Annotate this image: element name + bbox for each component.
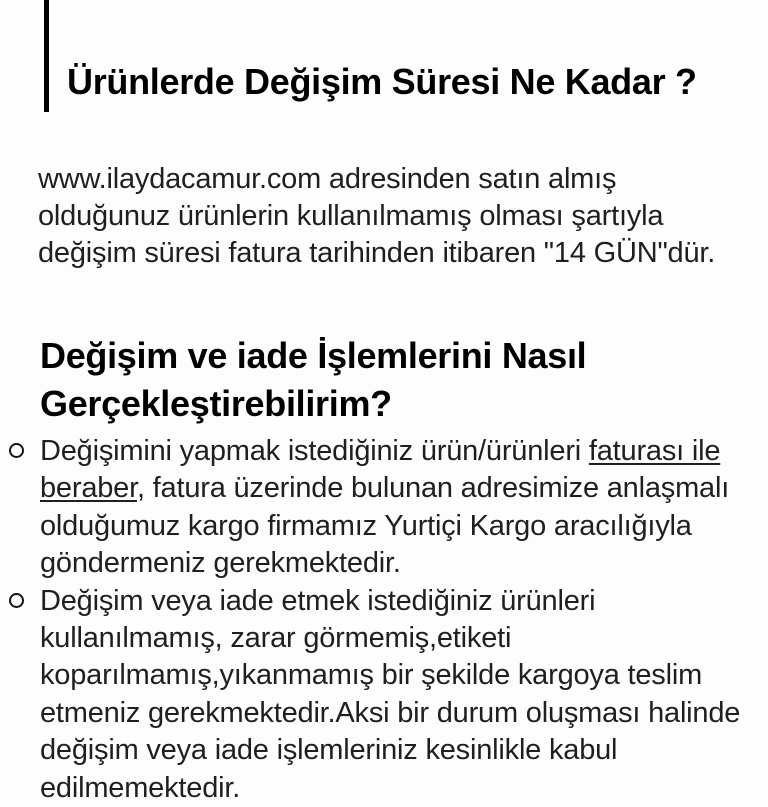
section-heading-line: Gerçekleştirebilirim? bbox=[40, 383, 392, 424]
bullet-circle-icon bbox=[9, 593, 24, 608]
text-segment: değişim veya iade işlemleriniz kesinlikle kabul bbox=[40, 734, 618, 767]
list-line bbox=[40, 470, 768, 507]
exchange-steps-list bbox=[0, 433, 768, 807]
list-line bbox=[40, 545, 768, 582]
list-line bbox=[40, 433, 768, 470]
intro-line: değişim süresi fatura tarihinden itibaren "14 GÜN"dür. bbox=[38, 237, 716, 269]
text-segment: kullanılmamış, zarar görmemiş,etiketi bbox=[40, 622, 512, 655]
section-heading bbox=[40, 332, 768, 428]
list-line bbox=[40, 770, 768, 807]
underlined-text: faturası ile bbox=[588, 435, 721, 467]
list-item bbox=[0, 433, 768, 583]
list-line bbox=[40, 583, 768, 620]
text-segment: göndermeniz gerekmektedir. bbox=[40, 547, 401, 580]
text-segment: Değişimini yapmak istediğiniz ürün/ürünleri bbox=[40, 435, 589, 467]
intro-paragraph bbox=[38, 161, 768, 272]
accent-bar bbox=[44, 0, 49, 112]
text-segment: olduğumuz kargo firmamız Yurtiçi Kargo aracılığıyla bbox=[40, 509, 692, 542]
text-segment: koparılmamış,yıkanmamış bir şekilde kargoya teslim bbox=[40, 659, 703, 692]
intro-line: olduğunuz ürünlerin kullanılmamış olması şartıyla bbox=[38, 200, 664, 232]
text-segment: , fatura üzerinde bulunan adresimize anlaşmalı bbox=[136, 472, 730, 505]
bullet-circle-icon bbox=[9, 443, 24, 458]
list-line bbox=[40, 657, 768, 694]
text-segment: Değişim veya iade etmek istediğiniz ürünleri bbox=[40, 584, 596, 617]
list-line bbox=[40, 732, 768, 769]
text-segment: edilmemektedir. bbox=[40, 771, 241, 804]
title-block bbox=[0, 0, 768, 112]
text-segment: etmeniz gerekmektedir.Aksi bir durum oluşması halinde bbox=[40, 696, 741, 729]
list-line bbox=[40, 508, 768, 545]
list-item bbox=[0, 583, 768, 807]
section-heading-line: Değişim ve iade İşlemlerini Nasıl bbox=[40, 335, 587, 376]
list-line bbox=[40, 695, 768, 732]
underlined-text: beraber bbox=[40, 472, 137, 505]
page-title: Ürünlerde Değişim Süresi Ne Kadar ? bbox=[67, 61, 697, 102]
list-line bbox=[40, 620, 768, 657]
intro-line: www.ilaydacamur.com adresinden satın almış bbox=[38, 163, 617, 195]
